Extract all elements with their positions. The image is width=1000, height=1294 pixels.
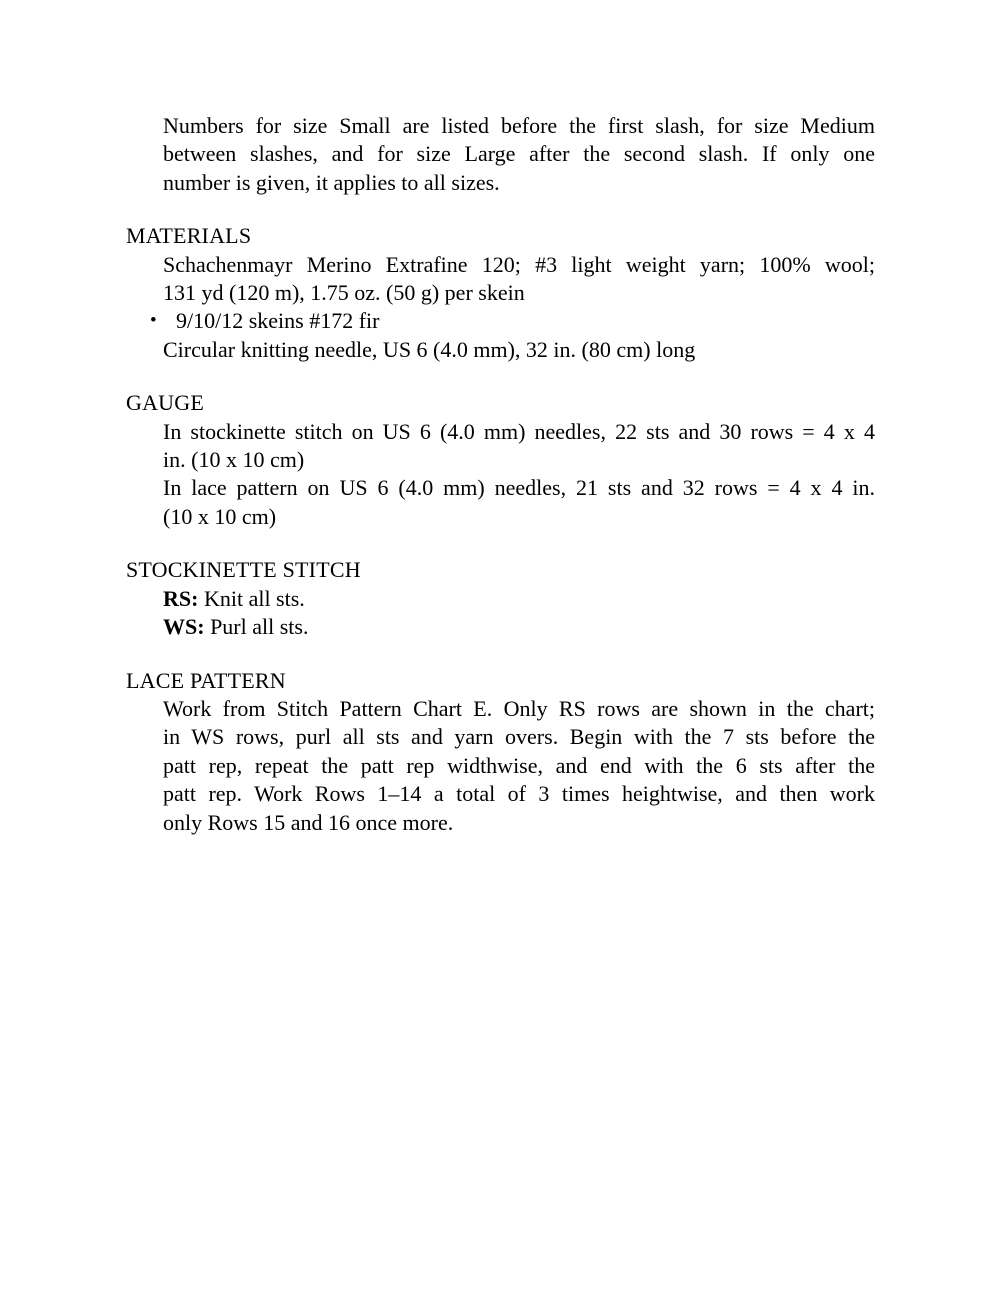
gauge-stockinette-paragraph xyxy=(163,418,875,475)
gauge-stockinette-line: in. (10 x 10 cm) xyxy=(163,447,305,473)
lace-pattern-line: Work from Stitch Pattern Chart E. Only RS rows are shown in the chart; xyxy=(163,695,875,721)
lace-pattern-line: patt rep, repeat the patt rep widthwise, and end with the 6 sts after the xyxy=(163,752,875,778)
lace-pattern-paragraph xyxy=(163,695,875,837)
yarn-line: Schachenmayr Merino Extrafine 120; #3 light weight yarn; 100% wool; xyxy=(163,251,875,277)
lace-pattern-section xyxy=(126,667,875,837)
gauge-lace-paragraph xyxy=(163,474,875,531)
gauge-heading: GAUGE xyxy=(126,390,204,416)
materials-section xyxy=(126,222,875,364)
yarn-line: 131 yd (120 m), 1.75 oz. (50 g) per skein xyxy=(163,280,525,306)
text-block xyxy=(126,112,875,837)
lace-pattern-line: only Rows 15 and 16 once more. xyxy=(163,809,454,835)
intro-line: Numbers for size Small are listed before the first slash, for size Medium xyxy=(163,113,875,138)
rs-text: Knit all sts. xyxy=(203,585,305,611)
gauge-lace-line: In lace pattern on US 6 (4.0 mm) needles, 21 sts and 32 rows = 4 x 4 in. xyxy=(163,475,875,501)
intro-paragraph xyxy=(163,112,875,197)
materials-heading: MATERIALS xyxy=(126,223,252,249)
rs-row xyxy=(163,585,875,613)
stockinette-stitch-heading: STOCKINETTE STITCH xyxy=(126,557,361,583)
lace-pattern-line: in WS rows, purl all sts and yarn overs. Begin with the 7 sts before the xyxy=(163,724,875,750)
needle-description: Circular knitting needle, US 6 (4.0 mm), 32 in. (80 cm) long xyxy=(163,336,696,362)
bullet-icon: • xyxy=(150,310,157,332)
lace-pattern-heading: LACE PATTERN xyxy=(126,667,286,693)
intro-line: number is given, it applies to all sizes. xyxy=(163,169,500,195)
stockinette-stitch-section xyxy=(126,556,875,641)
rs-label: RS: xyxy=(163,585,199,611)
ws-text: Purl all sts. xyxy=(210,614,309,640)
gauge-lace-line: (10 x 10 cm) xyxy=(163,503,277,529)
yarn-description xyxy=(163,251,875,308)
ws-label: WS: xyxy=(163,614,205,640)
lace-pattern-line: patt rep. Work Rows 1–14 a total of 3 times heightwise, and then work xyxy=(163,781,875,807)
gauge-stockinette-line: In stockinette stitch on US 6 (4.0 mm) needles, 22 sts and 30 rows = 4 x 4 xyxy=(163,418,875,444)
ws-row xyxy=(163,613,875,641)
yarn-bullet-item xyxy=(150,307,875,335)
bullet-item-text: 9/10/12 skeins #172 fir xyxy=(176,308,380,334)
gauge-section xyxy=(126,389,875,531)
intro-line: between slashes, and for size Large after the second slash. If only one xyxy=(163,141,875,167)
